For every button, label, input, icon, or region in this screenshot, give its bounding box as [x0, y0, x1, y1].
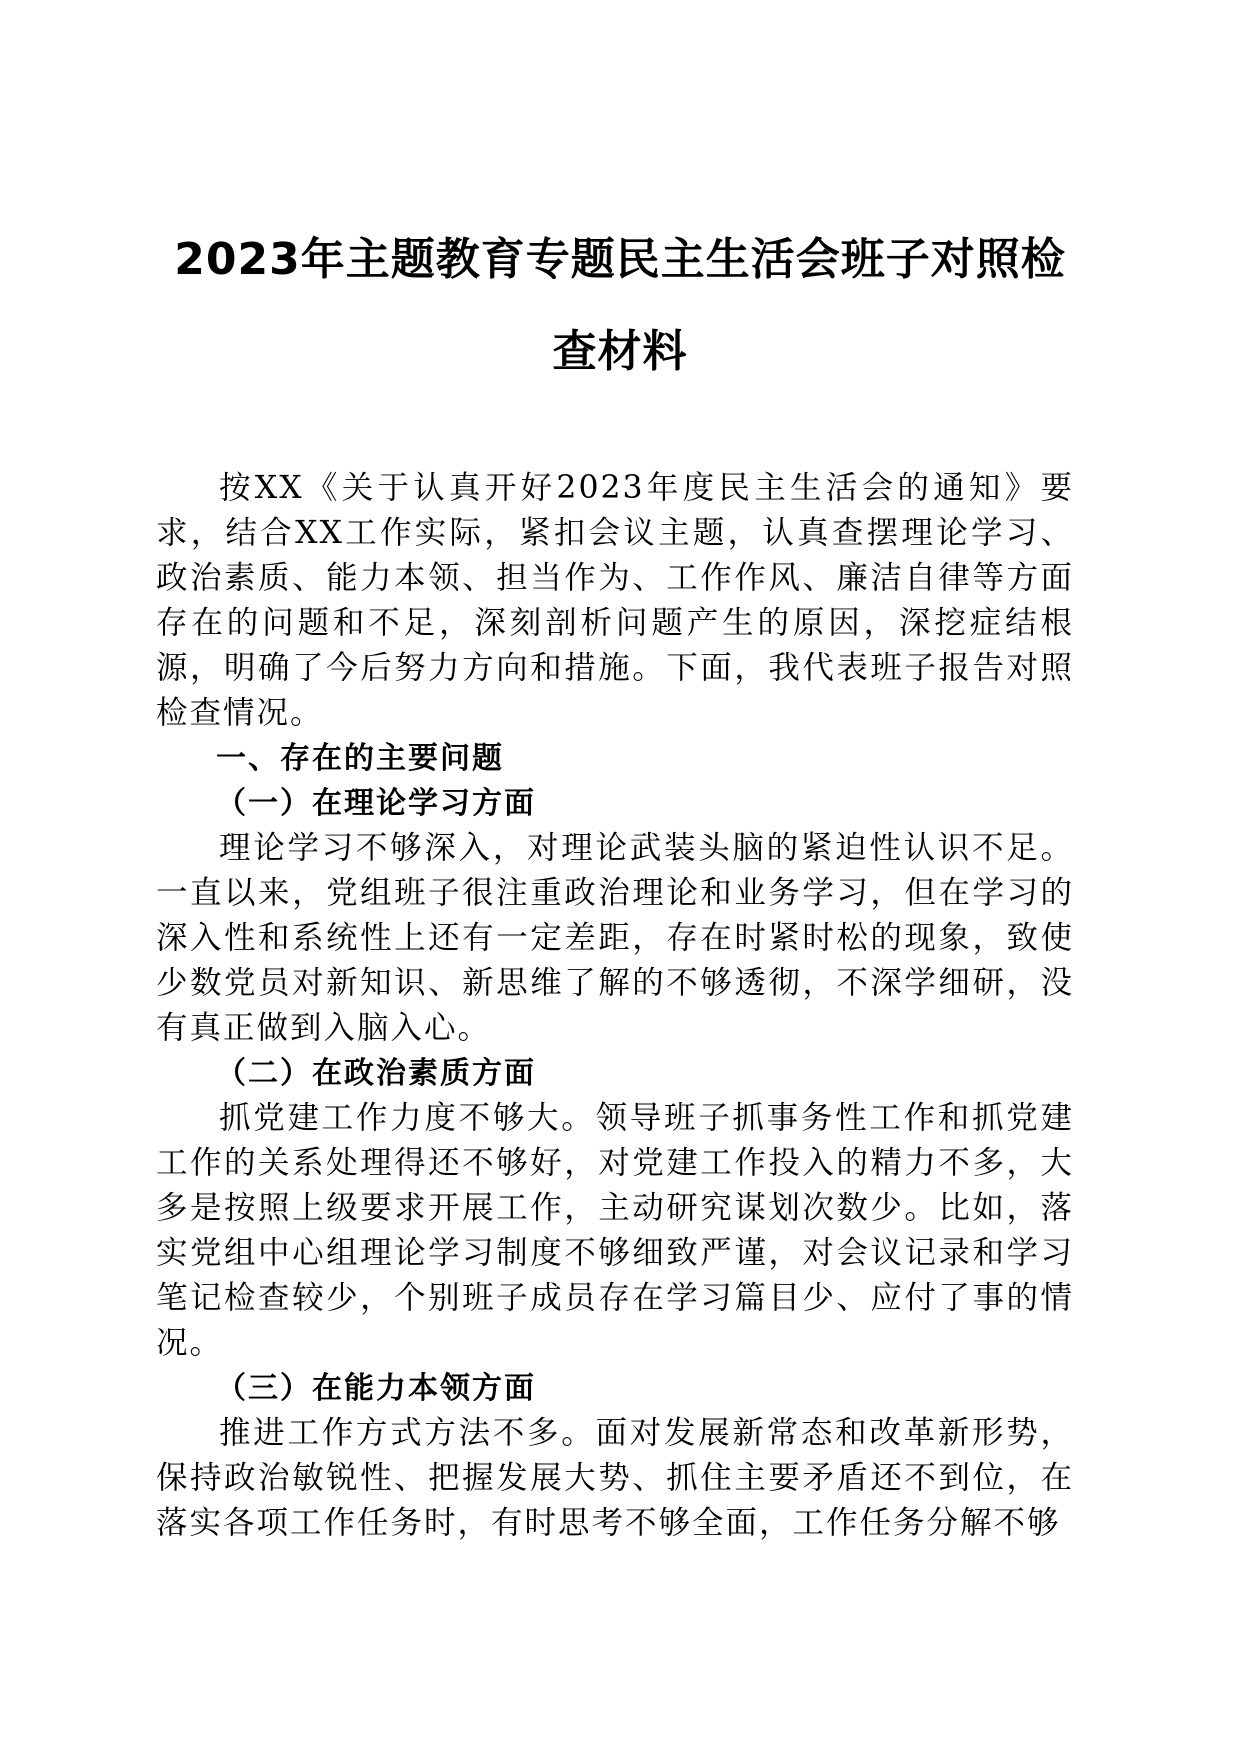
subsection-heading-ability: （三）在能力本领方面: [216, 1371, 536, 1406]
subsection-heading-political: （二）在政治素质方面: [216, 1056, 536, 1091]
section-heading-problems: 一、存在的主要问题: [216, 741, 504, 776]
paragraph-ability: 推进工作方式方法不多。面对发展新常态和改革新形势，保持政治敏锐性、把握发展大势、抓住主要矛盾还不到位，在落实各项工作任务时，有时思考不够全面，工作任务分解不够: [156, 1415, 1074, 1541]
document-title: [150, 214, 1090, 398]
document-body: [156, 466, 1074, 1546]
paragraph-political: 抓党建工作力度不够大。领导班子抓事务性工作和抓党建工作的关系处理得还不够好，对党建工作投入的精力不多，大多是按照上级要求开展工作，主动研究谋划次数少。比如，落实党组中心组理论学习制度不够细致严谨，对会议记录和学习笔记检查较少，个别班子成员存在学习篇目少、应付了事的情况。: [156, 1100, 1074, 1361]
title-line-1: 2023年主题教育专题民主生活会班子对照检: [174, 234, 1066, 285]
intro-paragraph: 按XX《关于认真开好2023年度民主生活会的通知》要求，结合XX工作实际，紧扣会议主题，认真查摆理论学习、政治素质、能力本领、担当作为、工作作风、廉洁自律等方面存在的问题和不足，深刻剖析问题产生的原因，深挖症结根源，明确了今后努力方向和措施。下面，我代表班子报告对照检查情况。: [156, 470, 1074, 731]
paragraph-theory: 理论学习不够深入，对理论武装头脑的紧迫性认识不足。一直以来，党组班子很注重政治理论和业务学习，但在学习的深入性和系统性上还有一定差距，存在时紧时松的现象，致使少数党员对新知识、新思维了解的不够透彻，不深学细研，没有真正做到入脑入心。: [156, 830, 1074, 1046]
title-line-2: 查材料: [552, 326, 688, 377]
subsection-heading-theory: （一）在理论学习方面: [216, 786, 536, 821]
